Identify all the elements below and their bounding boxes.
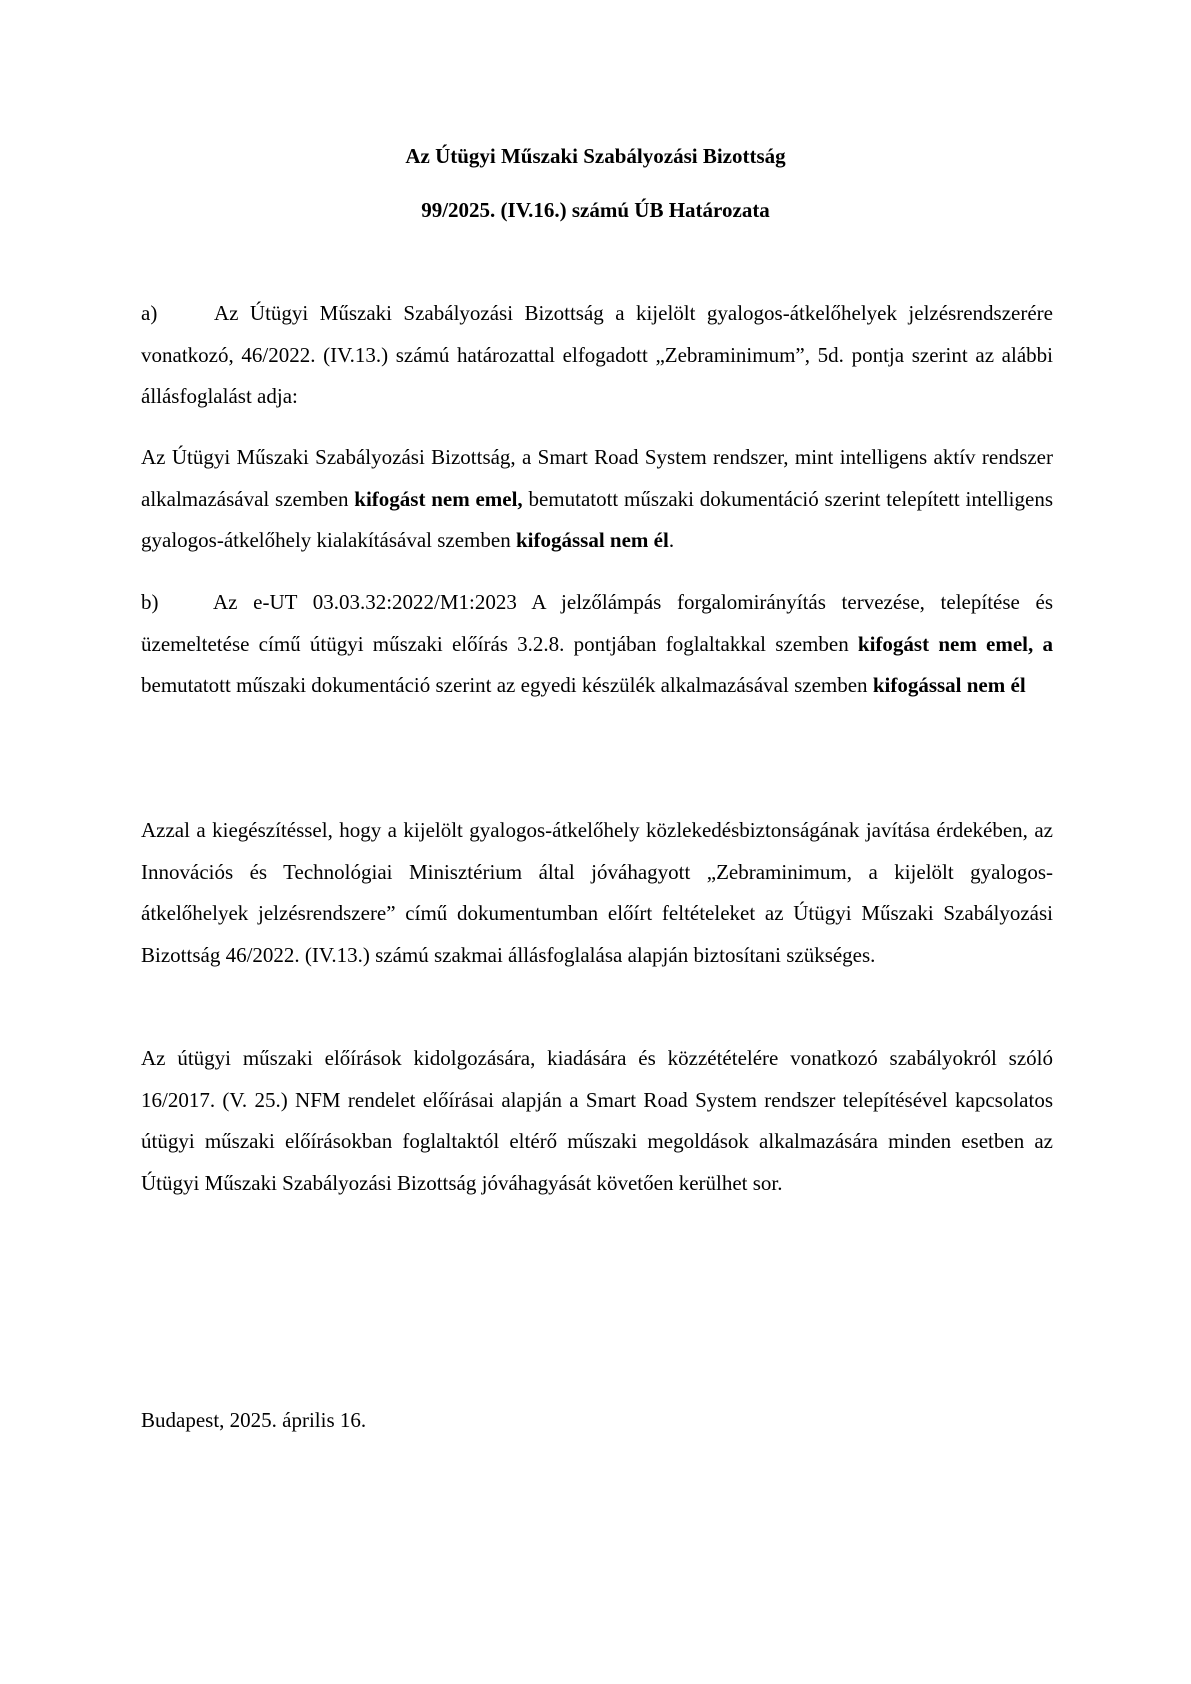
place-and-date: Budapest, 2025. április 16. (141, 1408, 367, 1432)
section-a-statement (141, 437, 1053, 562)
statement-text-2: bemutatott műszaki dokumentáció szerint telepített intelligens gyalogos-átkelőhely kialakításával szemben (141, 486, 1053, 552)
statement-text-1: Az Útügyi Műszaki Szabályozási Bizottság, a Smart Road System rendszer, mint intelligens aktív rendszer alkalmazásával szemben (141, 445, 1053, 511)
regulation-text: Az útügyi műszaki előírások kidolgozására, kiadására és közzétételére vonatkozó szabályokról szóló 16/2017. (V. 25.) NFM rendelet előírásai alapján a Smart Road System rendszer telepítésével kapcsolatos útügyi műszaki előírásokban foglaltaktól eltérő műszaki megoldások alkalmazására minden esetben az Útügyi Műszaki Szabályozási Bizottság jóváhagyását követően kerülhet sor. (141, 1046, 1053, 1195)
section-a-intro (141, 293, 1053, 418)
statement-end: . (668, 528, 675, 552)
supplement-paragraph (141, 810, 1053, 976)
section-a-text: Az Útügyi Műszaki Szabályozási Bizottság a kijelölt gyalogos-átkelőhelyek jelzésrendszerére vonatkozó, 46/2022. (IV.13.) számú határozattal elfogadott „Zebraminimum”, 5d. pontja szerint az alábbi állásfoglalást adja: (141, 301, 1053, 408)
section-b (141, 582, 1053, 707)
section-b-text-2: bemutatott műszaki dokumentáció szerint az egyedi készülék alkalmazásával szemben (141, 673, 873, 697)
statement-bold-1: kifogást nem emel, (354, 486, 523, 511)
section-b-text-1: Az e-UT 03.03.32:2022/M1:2023 A jelzőlámpás forgalomirányítás tervezése, telepítése és üzemeltetése című útügyi műszaki előírás 3.2.8. pontjában foglaltakkal szemben (141, 590, 1053, 656)
regulation-paragraph (141, 1038, 1053, 1204)
document-title: Az Útügyi Műszaki Szabályozási Bizottság (405, 144, 786, 168)
section-b-bold-1: kifogást nem emel, a (857, 631, 1053, 656)
resolution-number: 99/2025. (IV.16.) számú ÚB Határozata (421, 198, 770, 222)
section-a-label: a) (141, 301, 158, 325)
statement-bold-2: kifogással nem él (515, 528, 669, 552)
supplement-text: Azzal a kiegészítéssel, hogy a kijelölt gyalogos-átkelőhely közlekedésbiztonságának javítása érdekében, az Innovációs és Technológiai Minisztérium által jóváhagyott „Zebraminimum, a kijelölt gyalogos-átkelőhelyek jelzésrendszere” című dokumentumban előírt feltételeket az Útügyi Műszaki Szabályozási Bizottság 46/2022. (IV.13.) számú szakmai állásfoglalása alapján biztosítani szükséges. (141, 818, 1053, 967)
section-b-label: b) (141, 590, 159, 614)
section-b-bold-2: kifogással nem él (872, 673, 1026, 697)
